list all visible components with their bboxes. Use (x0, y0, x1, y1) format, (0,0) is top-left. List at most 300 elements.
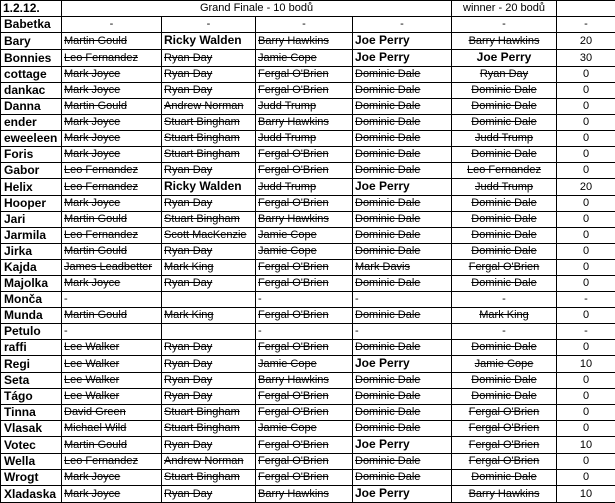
player-name: Vlasak (1, 421, 62, 437)
pick-text: Ryan Day (164, 68, 212, 80)
pick-cell (162, 83, 256, 99)
pick-text: Dominic Dale (355, 164, 420, 176)
points-cell: 30 (557, 50, 615, 67)
winner-pick (452, 99, 557, 115)
pick-text: Dominic Dale (355, 84, 420, 96)
pick-text: - (207, 18, 211, 30)
pick-text: Dominic Dale (471, 148, 536, 160)
pick-text: Fergal O'Brien (258, 148, 329, 160)
pick-text: - (110, 18, 114, 30)
winner-pick (452, 67, 557, 83)
pick-text: Fergal O'Brien (469, 455, 540, 467)
pick-cell (162, 454, 256, 470)
pick-cell (62, 83, 162, 99)
pick-cell (353, 324, 452, 340)
pick-cell (162, 196, 256, 212)
pick-cell (353, 163, 452, 179)
table-row (1, 115, 615, 131)
pick-cell (62, 373, 162, 389)
pick-cell (62, 276, 162, 292)
pick-cell (162, 421, 256, 437)
pick-text: Dominic Dale (355, 116, 420, 128)
winner-pick (452, 340, 557, 356)
pick-text: Mark King (164, 261, 214, 273)
pick-text: Lee Walker (64, 390, 119, 402)
pick-text: Dominic Dale (355, 148, 420, 160)
pick-text: Dominic Dale (471, 213, 536, 225)
pick-cell (162, 292, 256, 308)
pick-text: Jamie Cope (258, 229, 317, 241)
pick-text: Mark Joyce (64, 84, 120, 96)
pick-text: Lee Walker (64, 374, 119, 386)
pick-text: Fergal O'Brien (258, 261, 329, 273)
pick-text: James Leadbetter (64, 261, 152, 273)
pick-text: Fergal O'Brien (258, 164, 329, 176)
pick-cell (256, 373, 353, 389)
pick-text: Martin Gould (64, 100, 127, 112)
pick-cell (62, 486, 162, 503)
table-row (1, 470, 615, 486)
pick-cell (62, 260, 162, 276)
pick-cell (62, 421, 162, 437)
pick-cell (353, 276, 452, 292)
player-name: Bonnies (1, 50, 62, 67)
table-row (1, 437, 615, 454)
pick-text: Mark Joyce (64, 132, 120, 144)
pick-text: - (355, 325, 359, 337)
pick-cell (353, 308, 452, 324)
pick-text: Dominic Dale (355, 309, 420, 321)
pick-cell (256, 486, 353, 503)
pick-text: Stuart Bingham (164, 213, 240, 225)
pick-text: Lee Walker (64, 358, 119, 370)
pick-text: - (258, 293, 262, 305)
pick-cell (353, 470, 452, 486)
pick-cell (162, 99, 256, 115)
pick-text: Stuart Bingham (164, 116, 240, 128)
pick-cell (353, 196, 452, 212)
pick-text: Dominic Dale (355, 455, 420, 467)
table-row (1, 99, 615, 115)
pick-text: Mark Joyce (64, 148, 120, 160)
player-name: Jari (1, 212, 62, 228)
pick-text: Barry Hawkins (469, 35, 540, 47)
pick-cell (353, 228, 452, 244)
pick-cell (162, 356, 256, 373)
pick-cell (256, 437, 353, 454)
pick-text: Fergal O'Brien (258, 277, 329, 289)
winner-pick (452, 50, 557, 67)
pick-cell (256, 33, 353, 50)
pick-text: Martin Gould (64, 309, 127, 321)
pick-cell (256, 179, 353, 196)
winner-pick (452, 308, 557, 324)
pick-text: Dominic Dale (355, 406, 420, 418)
pick-text: Dominic Dale (355, 68, 420, 80)
points-cell: 0 (557, 99, 615, 115)
pick-cell (256, 356, 353, 373)
pick-text: Dominic Dale (355, 197, 420, 209)
pick-cell (353, 17, 452, 33)
pick-text: Dominic Dale (471, 277, 536, 289)
points-cell: 10 (557, 486, 615, 503)
pick-cell (353, 33, 452, 50)
pick-text: Stuart Bingham (164, 148, 240, 160)
pick-text: Judd Trump (258, 181, 316, 193)
winner-pick (452, 470, 557, 486)
points-cell: 0 (557, 115, 615, 131)
pick-text: Martin Gould (64, 245, 127, 257)
winner-pick (452, 163, 557, 179)
pick-cell (62, 437, 162, 454)
pick-text: Ryan Day (164, 439, 212, 451)
table-row (1, 389, 615, 405)
pick-text: Jamie Cope (258, 52, 317, 64)
pick-cell (62, 405, 162, 421)
pick-text: Mark Davis (355, 261, 410, 273)
pick-text: Judd Trump (258, 100, 316, 112)
pick-text: Stuart Bingham (164, 406, 240, 418)
pick-cell (353, 99, 452, 115)
pick-text: Lee Walker (64, 341, 119, 353)
player-name: Wella (1, 454, 62, 470)
player-name: raffi (1, 340, 62, 356)
winner-pick (452, 83, 557, 99)
pick-text: Fergal O'Brien (469, 422, 540, 434)
pick-text: Mark Joyce (64, 197, 120, 209)
table-row (1, 163, 615, 179)
pick-text: Judd Trump (258, 132, 316, 144)
pick-cell (162, 405, 256, 421)
player-name: Petulo (1, 324, 62, 340)
pick-cell (62, 67, 162, 83)
pick-cell (162, 212, 256, 228)
player-name: Kajda (1, 260, 62, 276)
pick-text: Ryan Day (164, 84, 212, 96)
pick-cell (256, 67, 353, 83)
table-row (1, 179, 615, 196)
pick-text: - (64, 325, 68, 337)
pick-text: Fergal O'Brien (258, 439, 329, 451)
pick-text: Andrew Norman (164, 455, 243, 467)
pick-cell (353, 356, 452, 373)
winner-pick (452, 196, 557, 212)
winner-pick (452, 389, 557, 405)
player-name: Hooper (1, 196, 62, 212)
pick-text: Ryan Day (164, 245, 212, 257)
table-row (1, 228, 615, 244)
points-cell: - (557, 17, 615, 33)
pick-cell (162, 389, 256, 405)
pick-cell (353, 454, 452, 470)
points-cell: 0 (557, 260, 615, 276)
pick-text: Ryan Day (164, 358, 212, 370)
pick-cell (256, 212, 353, 228)
table-row (1, 405, 615, 421)
pick-text: Leo Fernandez (64, 164, 138, 176)
player-name: dankac (1, 83, 62, 99)
pick-text: Dominic Dale (471, 116, 536, 128)
pick-text: - (502, 18, 506, 30)
winner-pick (452, 324, 557, 340)
table-row (1, 308, 615, 324)
pick-cell (62, 196, 162, 212)
pick-text: Dominic Dale (355, 471, 420, 483)
pick-cell (62, 470, 162, 486)
pick-cell (256, 454, 353, 470)
pick-text: Ryan Day (164, 341, 212, 353)
pick-cell (62, 147, 162, 163)
pick-text: Dominic Dale (355, 341, 420, 353)
pick-cell (162, 163, 256, 179)
points-cell: 0 (557, 276, 615, 292)
pick-cell (62, 389, 162, 405)
pick-text: Dominic Dale (355, 132, 420, 144)
pick-text: Ryan Day (164, 374, 212, 386)
table-row (1, 356, 615, 373)
pick-text: - (64, 293, 68, 305)
pick-cell (62, 340, 162, 356)
pick-text: Martin Gould (64, 439, 127, 451)
pick-cell (256, 324, 353, 340)
winner-pick (452, 454, 557, 470)
pick-text: Leo Fernandez (467, 164, 541, 176)
pick-cell (256, 50, 353, 67)
pick-cell (256, 17, 353, 33)
winner-pick (452, 212, 557, 228)
header-grand-finale: Grand Finale - 10 bodů (62, 1, 452, 17)
points-cell: 0 (557, 67, 615, 83)
pick-text: Jamie Cope (475, 358, 534, 370)
pick-text: Mark Joyce (64, 68, 120, 80)
pick-cell (162, 260, 256, 276)
pick-cell (162, 179, 256, 196)
pick-cell (256, 147, 353, 163)
points-cell: 20 (557, 33, 615, 50)
pick-cell (353, 421, 452, 437)
points-cell: 0 (557, 454, 615, 470)
winner-pick (452, 486, 557, 503)
pick-cell (256, 244, 353, 260)
pick-cell (256, 405, 353, 421)
pick-cell (162, 470, 256, 486)
pick-text: Dominic Dale (471, 341, 536, 353)
player-name: Jarmila (1, 228, 62, 244)
points-cell: 10 (557, 356, 615, 373)
pick-text: Fergal O'Brien (258, 84, 329, 96)
pick-text: Dominic Dale (471, 245, 536, 257)
pick-cell (62, 324, 162, 340)
pick-text: Ryan Day (164, 390, 212, 402)
pick-text: Joe Perry (355, 437, 410, 451)
player-name: Xladaska (1, 486, 62, 503)
pick-cell (353, 50, 452, 67)
points-cell: 0 (557, 421, 615, 437)
player-name: Danna (1, 99, 62, 115)
pick-text: Ryan Day (164, 488, 212, 500)
pick-text: Dominic Dale (355, 374, 420, 386)
pick-text: Joe Perry (355, 179, 410, 193)
pick-text: Joe Perry (477, 50, 532, 64)
pick-text: Ryan Day (164, 197, 212, 209)
pick-cell (162, 308, 256, 324)
pick-text: Ryan Day (164, 277, 212, 289)
pick-text: Barry Hawkins (258, 116, 329, 128)
pick-text: Leo Fernandez (64, 52, 138, 64)
table-row (1, 324, 615, 340)
points-cell: 0 (557, 228, 615, 244)
pick-cell (162, 486, 256, 503)
pick-text: Fergal O'Brien (469, 261, 540, 273)
pick-cell (256, 83, 353, 99)
pick-cell (353, 405, 452, 421)
pick-cell (162, 340, 256, 356)
header-date: 1.2.12. (1, 1, 62, 17)
pick-text: - (258, 325, 262, 337)
player-name: cottage (1, 67, 62, 83)
header-winner: winner - 20 bodů (452, 1, 557, 17)
pick-text: David Green (64, 406, 126, 418)
pick-text: Joe Perry (355, 356, 410, 370)
points-cell: 0 (557, 163, 615, 179)
pick-cell (256, 470, 353, 486)
pick-text: Dominic Dale (355, 422, 420, 434)
pick-cell (353, 437, 452, 454)
pick-text: Dominic Dale (355, 277, 420, 289)
table-row (1, 33, 615, 50)
pick-text: Fergal O'Brien (258, 406, 329, 418)
pick-text: Fergal O'Brien (258, 455, 329, 467)
pick-cell (162, 437, 256, 454)
winner-pick (452, 292, 557, 308)
pick-text: Barry Hawkins (258, 213, 329, 225)
player-name: Bary (1, 33, 62, 50)
table-row (1, 276, 615, 292)
player-name: Monča (1, 292, 62, 308)
points-cell: 0 (557, 244, 615, 260)
winner-pick (452, 115, 557, 131)
winner-pick (452, 228, 557, 244)
pick-cell (256, 292, 353, 308)
player-name: Helix (1, 179, 62, 196)
player-name: Gabor (1, 163, 62, 179)
pick-cell (256, 115, 353, 131)
pick-text: Ryan Day (164, 164, 212, 176)
winner-pick (452, 147, 557, 163)
player-name: Seta (1, 373, 62, 389)
table-row (1, 244, 615, 260)
points-cell: 0 (557, 147, 615, 163)
pick-text: - (302, 18, 306, 30)
pick-cell (353, 179, 452, 196)
table-row (1, 421, 615, 437)
points-cell: 0 (557, 470, 615, 486)
pick-text: - (502, 325, 506, 337)
table-row (1, 131, 615, 147)
pick-text: Fergal O'Brien (469, 406, 540, 418)
pick-cell (353, 147, 452, 163)
winner-pick (452, 260, 557, 276)
pick-text: Stuart Bingham (164, 471, 240, 483)
header-points (557, 1, 615, 17)
pick-text: Michael Wild (64, 422, 126, 434)
player-name: Votec (1, 437, 62, 454)
pick-text: Dominic Dale (471, 374, 536, 386)
pick-cell (353, 340, 452, 356)
table-row (1, 373, 615, 389)
pick-cell (353, 260, 452, 276)
pick-cell (256, 131, 353, 147)
winner-pick (452, 405, 557, 421)
pick-text: Mark Joyce (64, 488, 120, 500)
pick-text: Fergal O'Brien (258, 471, 329, 483)
pick-cell (62, 131, 162, 147)
pick-cell (62, 244, 162, 260)
pick-text: Ricky Walden (164, 179, 242, 193)
pick-text: Dominic Dale (471, 197, 536, 209)
pick-cell (162, 131, 256, 147)
pick-cell (353, 389, 452, 405)
pick-text: - (400, 18, 404, 30)
pick-text: Scott MacKenzie (164, 229, 247, 241)
table-row (1, 83, 615, 99)
pick-text: Leo Fernandez (64, 181, 138, 193)
table-row (1, 17, 615, 33)
pick-text: Ricky Walden (164, 33, 242, 47)
pick-cell (353, 292, 452, 308)
pick-cell (162, 147, 256, 163)
pick-text: Leo Fernandez (64, 455, 138, 467)
winner-pick (452, 437, 557, 454)
pick-cell (162, 17, 256, 33)
pick-text: Dominic Dale (471, 229, 536, 241)
pick-text: Fergal O'Brien (258, 390, 329, 402)
player-name: eweeleen (1, 131, 62, 147)
pick-text: Andrew Norman (164, 100, 243, 112)
winner-pick (452, 356, 557, 373)
points-cell: 0 (557, 131, 615, 147)
winner-pick (452, 373, 557, 389)
points-cell: 0 (557, 196, 615, 212)
pick-text: - (502, 293, 506, 305)
points-cell: 0 (557, 389, 615, 405)
pick-cell (62, 292, 162, 308)
pick-text: Dominic Dale (471, 100, 536, 112)
pick-cell (162, 50, 256, 67)
pick-cell (256, 163, 353, 179)
pick-cell (162, 244, 256, 260)
pick-text: Barry Hawkins (258, 35, 329, 47)
pick-cell (162, 373, 256, 389)
pick-cell (62, 50, 162, 67)
pick-text: Mark King (479, 309, 529, 321)
pick-text: Jamie Cope (258, 245, 317, 257)
player-name: Foris (1, 147, 62, 163)
pick-text: Mark Joyce (64, 277, 120, 289)
pick-cell (353, 212, 452, 228)
pick-cell (62, 163, 162, 179)
pick-text: Mark Joyce (64, 116, 120, 128)
header-row (1, 1, 615, 17)
player-name: Babetka (1, 17, 62, 33)
pick-text: Barry Hawkins (258, 488, 329, 500)
points-cell: - (557, 292, 615, 308)
pick-text: Stuart Bingham (164, 132, 240, 144)
points-cell: 0 (557, 373, 615, 389)
player-name: Tinna (1, 405, 62, 421)
winner-pick (452, 421, 557, 437)
points-cell: 10 (557, 437, 615, 454)
